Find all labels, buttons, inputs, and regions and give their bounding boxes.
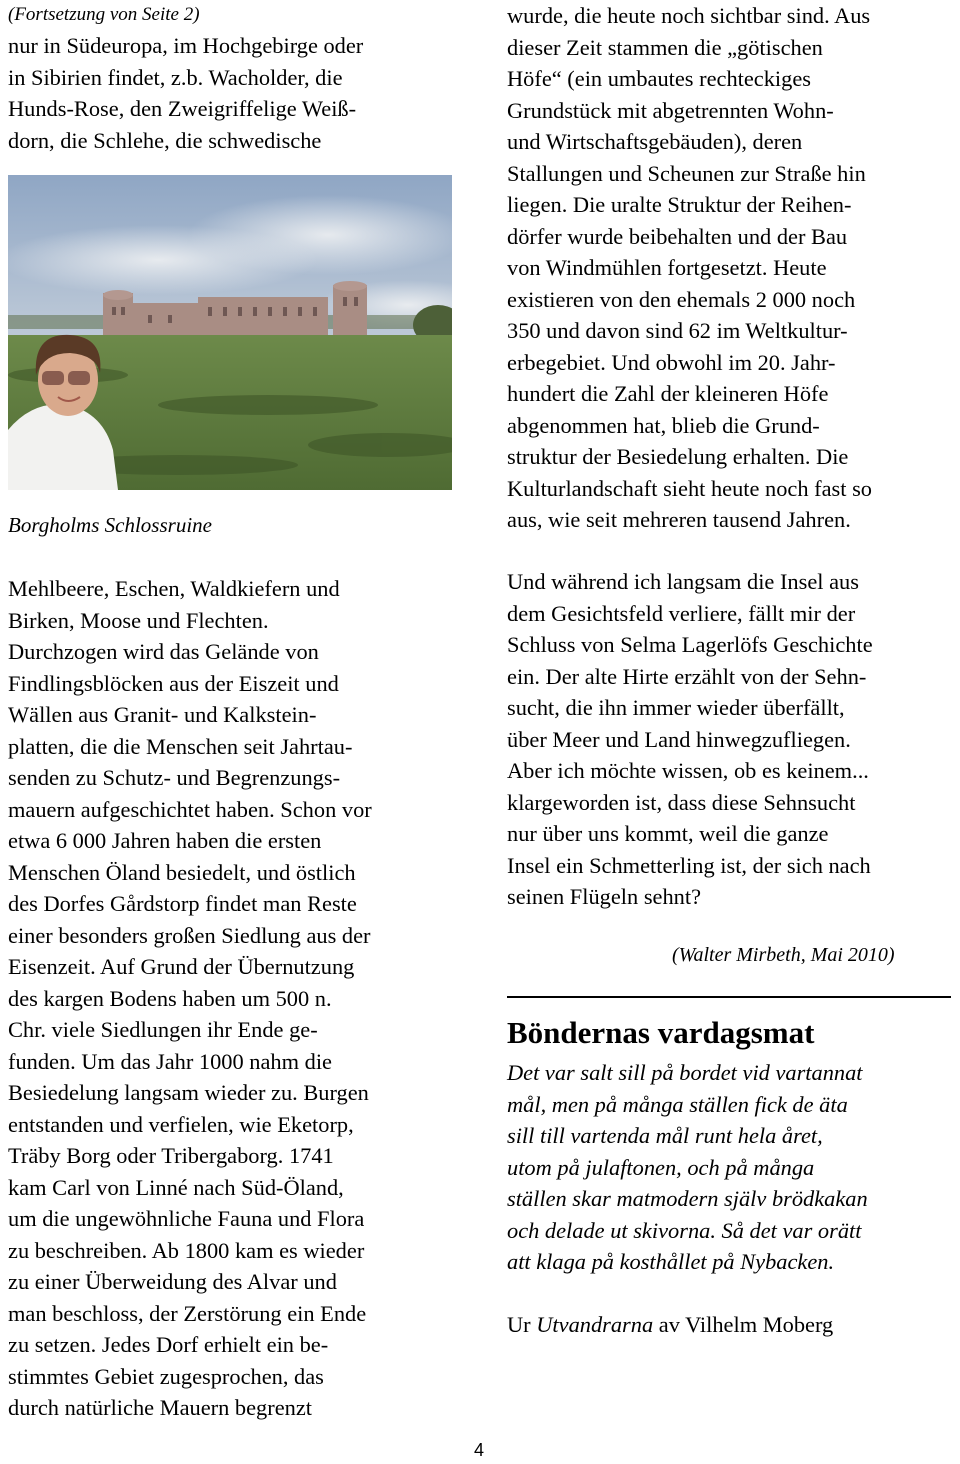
text-line: in Sibirien findet, z.b. Wacholder, die (8, 64, 343, 90)
text-line: struktur der Besiedelung erhalten. Die (507, 444, 849, 469)
text-line: Aber ich möchte wissen, ob es keinem... (507, 758, 869, 783)
photo-caption: Borgholms Schlossruine (8, 513, 212, 537)
text-line: nur über uns kommt, weil die ganze (507, 821, 829, 846)
text-line: utom på julaftonen, och på många (507, 1154, 815, 1180)
text-line: und Wirtschaftsgebäuden), deren (507, 129, 803, 154)
source-title: Utvandrarna (536, 1312, 654, 1337)
text-line: des Dorfes Gårdstorp findet man Reste (8, 891, 357, 916)
swedish-quote (507, 1057, 868, 1278)
text-line: Birken, Moose und Flechten. (8, 607, 269, 633)
text-line: funden. Um das Jahr 1000 nahm die (8, 1048, 332, 1074)
text-line: Wällen aus Granit- und Kalkstein- (8, 702, 317, 727)
text-line: über Meer und Land hinwegzufliegen. (507, 726, 851, 752)
text-line: klargeworden ist, dass diese Sehnsucht (507, 789, 856, 815)
text-line: Findlingsblöcken aus der Eiszeit und (8, 670, 339, 696)
text-line: seinen Flügeln sehnt? (507, 884, 702, 909)
text-line: existieren von den ehemals 2 000 noch (507, 286, 856, 312)
text-line: platten, die die Menschen seit Jahrtau- (8, 733, 353, 759)
text-line: Mehlbeere, Eschen, Waldkiefern und (8, 576, 340, 601)
text-line: Und während ich langsam die Insel aus (507, 569, 859, 594)
text-line: Stallungen und Scheunen zur Straße hin (507, 160, 866, 186)
page-number: 4 (474, 1440, 485, 1460)
text-line: sill till vartenda mål runt hela året, (507, 1123, 823, 1148)
text-line: dieser Zeit stammen die „götischen (507, 34, 823, 60)
text-line: Grundstück mit abgetrennten Wohn- (507, 97, 834, 123)
text-line: att klaga på kosthållet på Nybacken. (507, 1249, 835, 1274)
text-line: von Windmühlen fortgesetzt. Heute (507, 255, 827, 280)
text-line: sucht, die ihn immer wieder überfällt, (507, 695, 845, 720)
body-paragraph-3 (507, 0, 872, 536)
text-line: Menschen Öland besiedelt, und östlich (8, 859, 356, 885)
text-line: senden zu Schutz- und Begrenzungs- (8, 765, 341, 790)
continuation-note: (Fortsetzung von Seite 2) (8, 4, 200, 25)
section-divider (507, 996, 951, 998)
text-line: Chr. viele Siedlungen ihr Ende ge- (8, 1017, 318, 1042)
text-line: des kargen Bodens haben um 500 n. (8, 985, 332, 1011)
text-line: hundert die Zahl der kleineren Höfe (507, 381, 829, 406)
text-line: Eisenzeit. Auf Grund der Übernutzung (8, 954, 355, 979)
text-line: kam Carl von Linné nach Süd-Öland, (8, 1174, 344, 1200)
source-suffix: av Vilhelm Moberg (653, 1312, 834, 1337)
text-line: Schluss von Selma Lagerlöfs Geschichte (507, 632, 873, 657)
text-line: ein. Der alte Hirte erzählt von der Sehn- (507, 663, 867, 689)
body-paragraph-2 (8, 573, 372, 1424)
text-line: etwa 6 000 Jahren haben die ersten (8, 828, 322, 853)
text-line: zu beschreiben. Ab 1800 kam es wieder (8, 1237, 365, 1263)
section-heading: Böndernas vardagsmat (507, 1015, 815, 1050)
text-line: Höfe“ (ein umbautes rechteckiges (507, 66, 812, 91)
text-line: einer besonders großen Siedlung aus der (8, 922, 371, 948)
body-paragraph-4 (507, 566, 873, 913)
text-line: Insel ein Schmetterling ist, der sich nach (507, 852, 871, 878)
text-line: dem Gesichtsfeld verliere, fällt mir der (507, 600, 856, 626)
text-line: aus, wie seit mehreren tausend Jahren. (507, 507, 851, 532)
text-line: stimmtes Gebiet zugesprochen, das (8, 1363, 324, 1389)
body-paragraph-1 (8, 30, 363, 156)
text-line: ställen skar matmodern själv brödkakan (507, 1186, 868, 1211)
text-line: zu setzen. Jedes Dorf erhielt ein be- (8, 1332, 329, 1357)
text-line: erbegebiet. Und obwohl im 20. Jahr- (507, 349, 836, 375)
text-line: Kulturlandschaft sieht heute noch fast so (507, 475, 872, 501)
text-line: mauern aufgeschichtet haben. Schon vor (8, 796, 372, 822)
text-line: 350 und davon sind 62 im Weltkultur- (507, 318, 848, 343)
text-line: abgenommen hat, blieb die Grund- (507, 412, 820, 438)
text-line: durch natürliche Mauern begrenzt (8, 1395, 313, 1420)
text-line: wurde, die heute noch sichtbar sind. Aus (507, 3, 871, 28)
text-line: um die ungewöhnliche Fauna und Flora (8, 1206, 365, 1231)
castle-ruin-photo (8, 175, 452, 490)
text-line: Besiedelung langsam wieder zu. Burgen (8, 1080, 369, 1105)
text-line: dörfer wurde beibehalten und der Bau (507, 223, 848, 249)
text-line: entstanden und verfielen, wie Eketorp, (8, 1111, 354, 1137)
quote-source (507, 1309, 833, 1341)
text-line: zu einer Überweidung des Alvar und (8, 1269, 337, 1294)
text-line: man beschloss, der Zerstörung ein Ende (8, 1300, 367, 1326)
text-line: Det var salt sill på bordet vid vartannat (507, 1060, 863, 1085)
text-line: Durchzogen wird das Gelände von (8, 639, 319, 664)
text-line: liegen. Die uralte Struktur der Reihen- (507, 192, 852, 217)
text-line: nur in Südeuropa, im Hochgebirge oder (8, 33, 364, 58)
author-signature: (Walter Mirbeth, Mai 2010) (672, 944, 895, 966)
text-line: Träby Borg oder Tribergaborg. 1741 (8, 1143, 334, 1168)
text-line: och delade ut skivorna. Så det var orätt (507, 1217, 862, 1243)
source-prefix: Ur (507, 1312, 537, 1337)
text-line: mål, men på många ställen fick de äta (507, 1091, 848, 1117)
text-line: Hunds-Rose, den Zweigriffelige Weiß- (8, 96, 357, 121)
text-line: dorn, die Schlehe, die schwedische (8, 127, 322, 153)
